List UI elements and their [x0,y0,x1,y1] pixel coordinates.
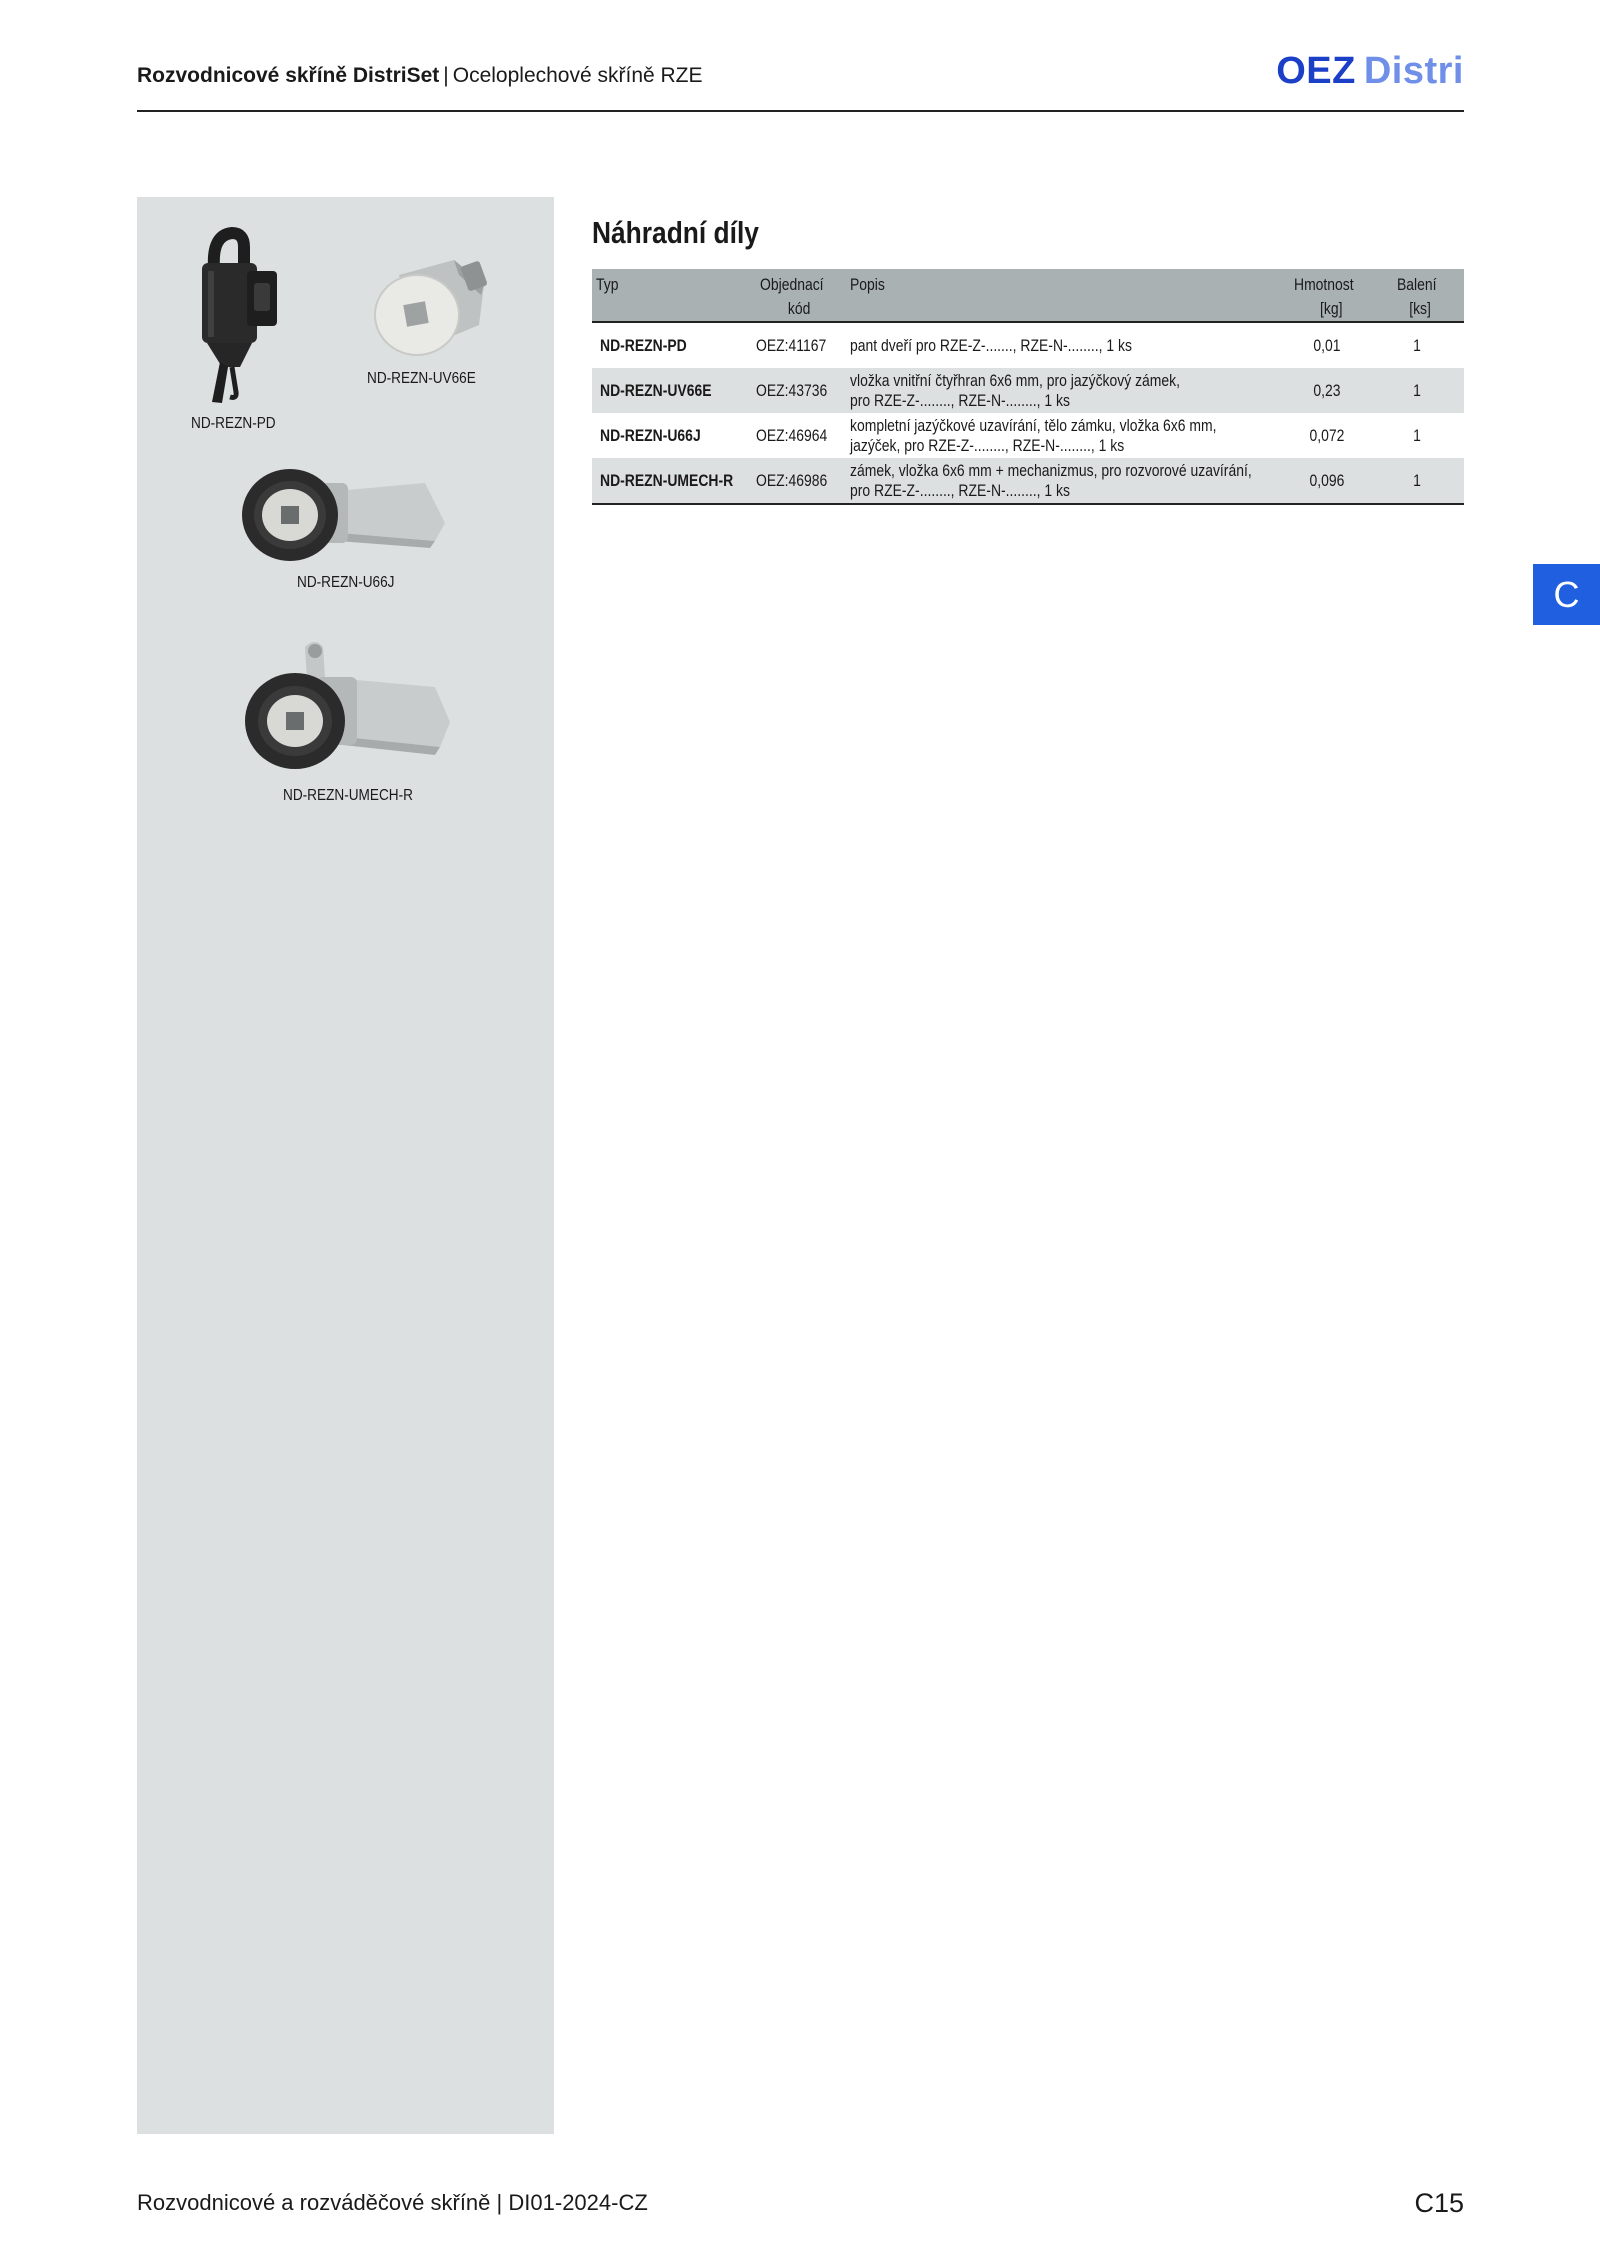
tongue-lock-icon [240,463,450,568]
chapter-tab[interactable]: C [1533,564,1600,625]
cell-hmotnost: 0,072 [1309,425,1345,445]
spare-parts-table [592,269,1464,505]
square-insert-icon [369,255,499,360]
table-row [592,323,1464,368]
table-row [592,458,1464,505]
table-row [592,413,1464,458]
cell-typ: ND-REZN-U66J [600,425,701,445]
col-header-baleni-line2: [ks] [1409,299,1431,318]
cell-kod: OEZ:43736 [756,380,828,400]
col-header-hmotnost-line2: [kg] [1319,299,1343,318]
product-caption-umech-r: ND-REZN-UMECH-R [283,787,413,804]
footer-left [137,2190,648,2216]
cell-hmotnost: 0,23 [1313,380,1341,400]
cell-popis: zámek, vložka 6x6 mm + mechanizmus, pro rozvorové uzavírání, pro RZE-Z-........, RZE-N-........, 1 ks [850,460,1252,500]
col-header-baleni-line1: Balení [1397,275,1437,294]
footer-separator: | [496,2190,503,2215]
cell-baleni: 1 [1413,335,1421,355]
cell-typ: ND-REZN-UV66E [600,380,712,400]
product-caption-uv66e: ND-REZN-UV66E [367,370,476,387]
hinge-icon [192,227,292,407]
cell-kod: OEZ:46964 [756,425,828,445]
product-caption-u66j: ND-REZN-U66J [297,574,395,591]
footer-doc-code: DI01-2024-CZ [508,2190,648,2215]
cell-baleni: 1 [1413,380,1421,400]
cell-typ: ND-REZN-UMECH-R [600,470,734,490]
logo-oez: OEZ [1276,50,1356,92]
cell-popis: pant dveří pro RZE-Z-......., RZE-N-........, 1 ks [850,335,1132,355]
col-header-kod-line2: kód [787,299,811,318]
header-title [137,64,703,88]
page-number: C15 [1414,2188,1464,2218]
col-header-kod-line1: Objednací [760,275,824,294]
lock-mechanism-icon [245,637,455,777]
cell-popis: vložka vnitřní čtyřhran 6x6 mm, pro jazýčkový zámek, pro RZE-Z-........, RZE-N-........, 1 ks [850,370,1181,410]
col-header-kod [760,273,824,321]
oez-distri-logo [1276,50,1464,93]
product-image-panel [137,197,554,2134]
cell-baleni: 1 [1413,425,1421,445]
cell-hmotnost: 0,096 [1309,470,1345,490]
cell-kod: OEZ:41167 [756,335,827,355]
header-separator: | [443,64,449,87]
header-title-rest: Oceloplechové skříně RZE [452,64,703,87]
col-header-typ: Typ [596,275,619,294]
table-header [592,269,1464,323]
footer-catalog-title: Rozvodnicové a rozváděčové skříně [137,2190,491,2215]
cell-kod: OEZ:46986 [756,470,828,490]
product-caption-pd: ND-REZN-PD [191,415,276,432]
col-header-hmotnost [1294,273,1354,321]
page-header [137,48,1464,112]
col-header-hmotnost-line1: Hmotnost [1294,275,1354,294]
cell-popis: kompletní jazýčkové uzavírání, tělo zámku, vložka 6x6 mm, jazýček, pro RZE-Z-........, RZE-N-........, 1 ks [850,415,1217,455]
cell-baleni: 1 [1413,470,1421,490]
cell-hmotnost: 0,01 [1313,335,1341,355]
col-header-baleni [1397,273,1437,321]
logo-distri: Distri [1363,50,1464,92]
table-row [592,368,1464,413]
col-header-popis: Popis [850,275,885,294]
section-title: Náhradní díly [592,215,759,250]
header-title-bold: Rozvodnicové skříně DistriSet [137,64,440,87]
cell-typ: ND-REZN-PD [600,335,687,355]
